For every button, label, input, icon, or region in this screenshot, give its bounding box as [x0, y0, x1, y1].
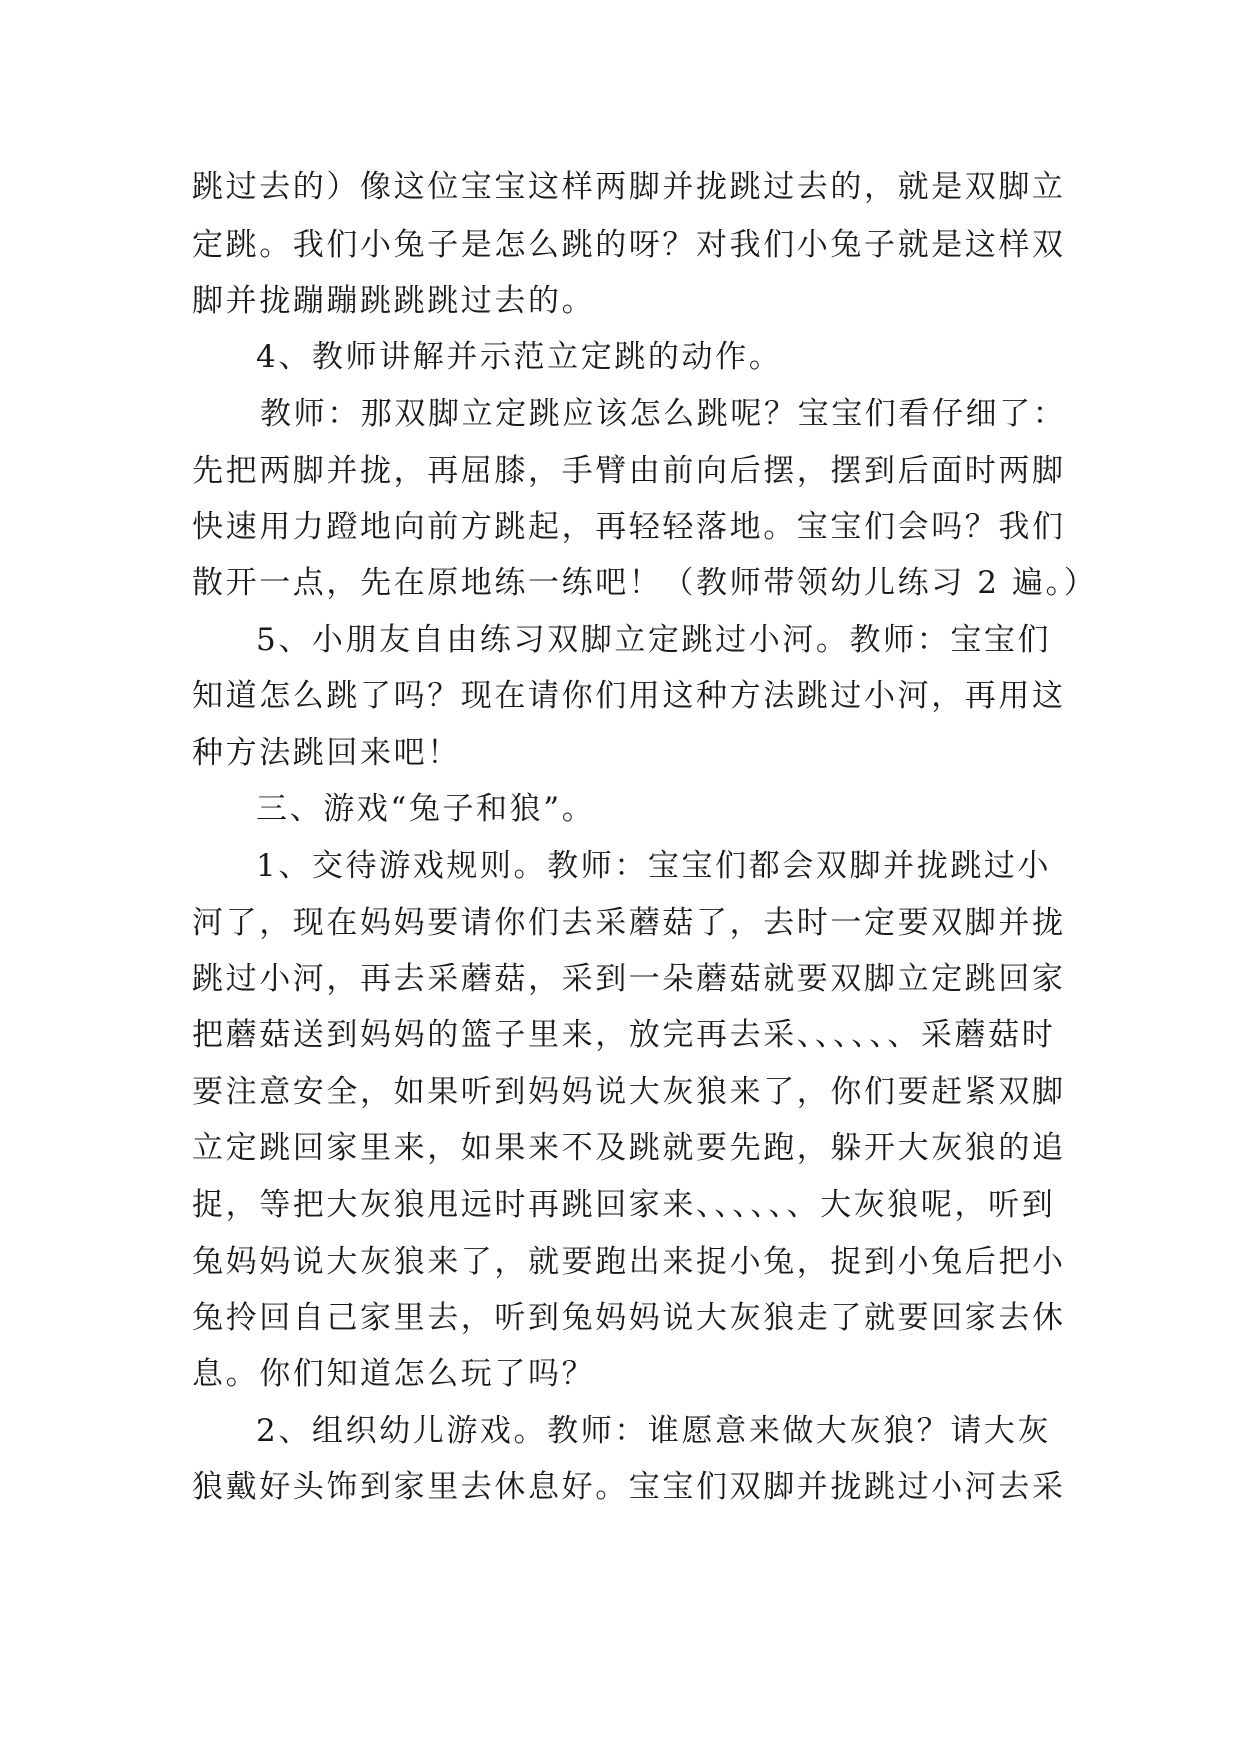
- text-line: 种方法跳回来吧！: [192, 735, 461, 771]
- text-line: 河了，现在妈妈要请你们去采蘑菇了，去时一定要双脚并拢: [192, 905, 1066, 941]
- text-line: 脚并拢蹦蹦跳跳跳过去的。: [192, 283, 596, 319]
- text-line: 定跳。我们小兔子是怎么跳的呀？对我们小兔子就是这样双: [192, 227, 1066, 263]
- text-line: 1、交待游戏规则。教师：宝宝们都会双脚并拢跳过小: [256, 848, 1052, 884]
- text-line: 捉，等把大灰狼甩远时再跳回家来、、、、、、大灰狼呢，听到: [192, 1187, 1056, 1223]
- text-line: 兔拎回自己家里去，听到兔妈妈说大灰狼走了就要回家去休: [192, 1300, 1066, 1336]
- text-line: 跳过小河，再去采蘑菇，采到一朵蘑菇就要双脚立定跳回家: [192, 961, 1066, 997]
- text-line: 散开一点，先在原地练一练吧！（教师带领幼儿练习 2 遍。）: [192, 565, 1098, 601]
- text-line: 狼戴好头饰到家里去休息好。宝宝们双脚并拢跳过小河去采: [192, 1469, 1066, 1505]
- text-line: 快速用力蹬地向前方跳起，再轻轻落地。宝宝们会吗？我们: [192, 509, 1066, 545]
- text-line: 2、组织幼儿游戏。教师：谁愿意来做大灰狼？请大灰: [256, 1413, 1052, 1449]
- text-line: 5、小朋友自由练习双脚立定跳过小河。教师：宝宝们: [256, 622, 1052, 658]
- text-line: 教师：那双脚立定跳应该怎么跳呢？宝宝们看仔细了：: [260, 396, 1067, 432]
- text-line: 跳过去的）像这位宝宝这样两脚并拢跳过去的，就是双脚立: [192, 169, 1066, 205]
- text-line: 知道怎么跳了吗？现在请你们用这种方法跳过小河，再用这: [192, 678, 1066, 714]
- text-line: 息。你们知道怎么玩了吗？: [192, 1356, 596, 1392]
- text-line: 把蘑菇送到妈妈的篮子里来，放完再去采、、、、、、采蘑菇时: [192, 1017, 1056, 1053]
- text-line: 立定跳回家里来，如果来不及跳就要先跑，躲开大灰狼的追: [192, 1130, 1066, 1166]
- text-line: 三、游戏“兔子和狼”。: [256, 791, 596, 827]
- text-line: 兔妈妈说大灰狼来了，就要跑出来捉小兔，捉到小兔后把小: [192, 1244, 1066, 1280]
- text-line: 先把两脚并拢，再屈膝，手臂由前向后摆，摆到后面时两脚: [192, 453, 1066, 489]
- text-line: 4、教师讲解并示范立定跳的动作。: [256, 339, 783, 375]
- text-line: 要注意安全，如果听到妈妈说大灰狼来了，你们要赶紧双脚: [192, 1074, 1066, 1110]
